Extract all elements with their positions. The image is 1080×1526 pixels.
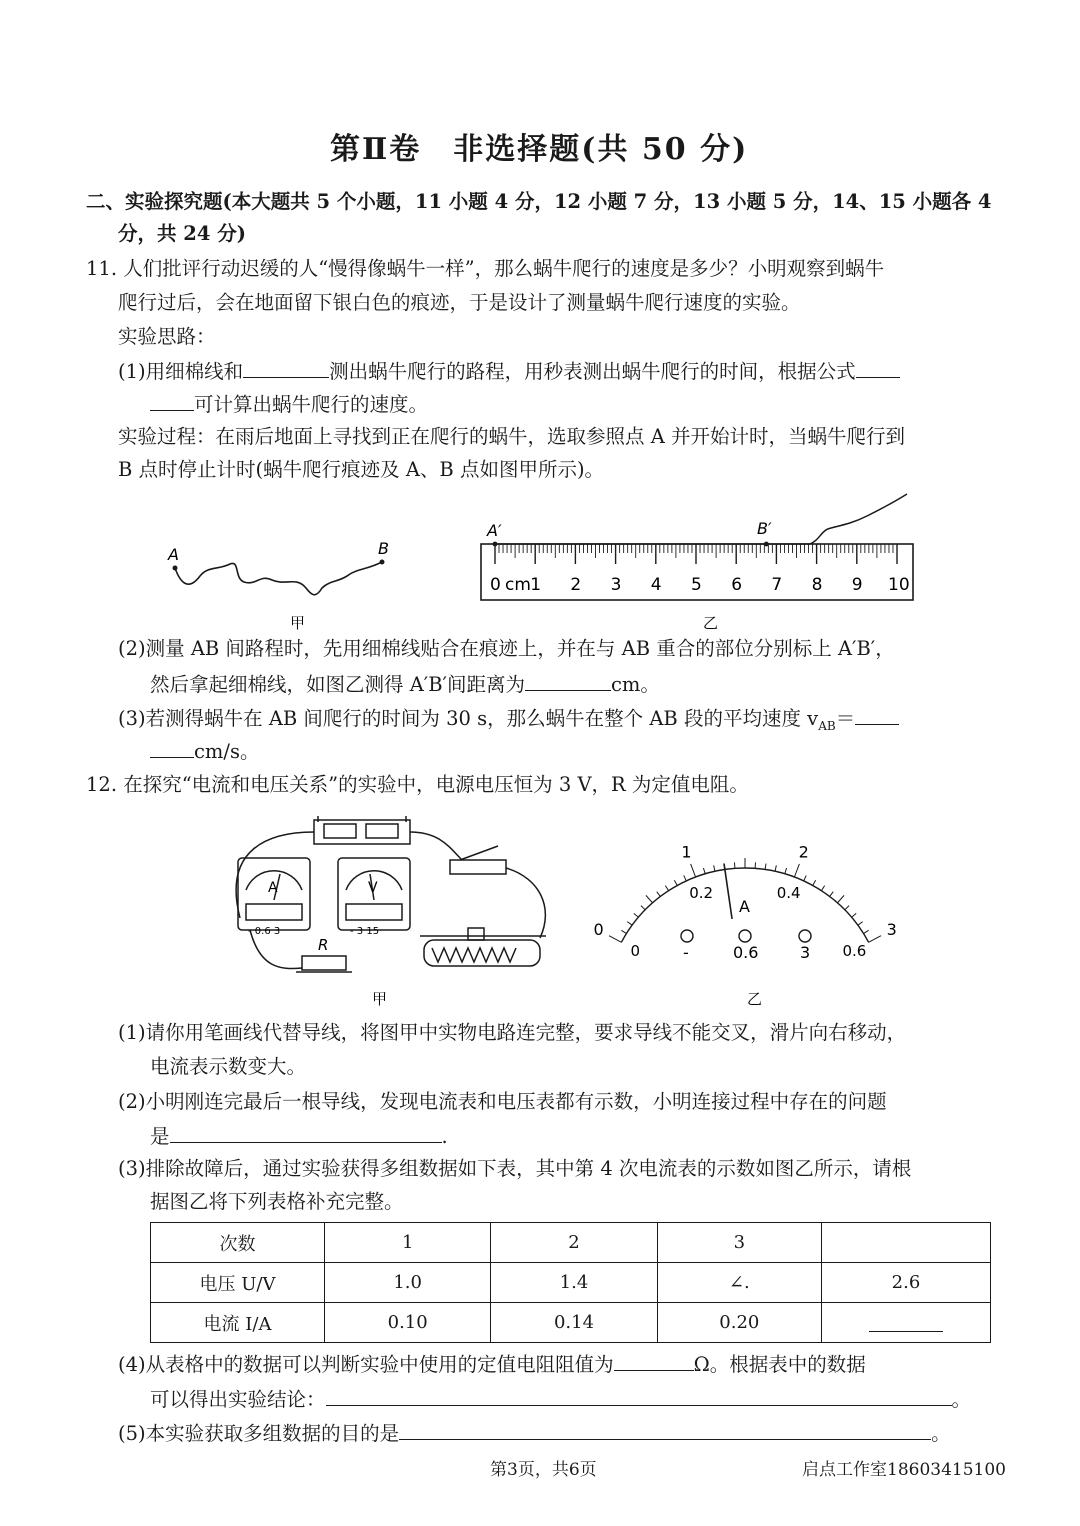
footer-page-number: 第3页，共6页 xyxy=(490,1460,597,1480)
resistor-r xyxy=(302,956,346,970)
q11-part2-line1: (2)测量 AB 间路程时，先用细棉线贴合在痕迹上，并在与 AB 重合的部位分别标上 A′B′， xyxy=(118,637,895,660)
ammeter-terminals: - 0.6 3 xyxy=(248,926,281,937)
dial-tick xyxy=(794,864,799,877)
table-row-label: 电流 I/A xyxy=(151,1303,325,1343)
table-row xyxy=(151,1303,991,1343)
q12-part2-text-a: 是 xyxy=(150,1125,170,1148)
q11-part2-text-b: cm。 xyxy=(610,673,660,696)
dial-tick xyxy=(775,865,776,871)
fig-jia-caption: 甲 xyxy=(372,990,388,1008)
q12-part5 xyxy=(118,1417,951,1449)
q12-stem: 12. 在探究“电流和电压关系”的实验中，电源电压恒为 3 V，R 为定值电阻。 xyxy=(86,773,749,796)
q12-figure-jia xyxy=(210,808,570,1008)
point-b-label: B xyxy=(378,539,389,558)
q12-current-blank[interactable] xyxy=(869,1309,943,1332)
q11-figure-jia xyxy=(160,540,410,635)
dial-inner-label: 0.4 xyxy=(776,883,801,902)
table-header-cell: 次数 xyxy=(151,1223,325,1263)
dial-tick xyxy=(830,892,834,897)
table-row xyxy=(151,1263,991,1303)
q12-data-table xyxy=(150,1222,991,1343)
section-heading-line1: 二、实验探究题(本大题共 5 个小题，11 小题 4 分，12 小题 7 分，13 小题 5 分，14、15 小题各 4 xyxy=(86,190,992,213)
q11-part3-unit: cm/s。 xyxy=(194,740,260,763)
dial-tick xyxy=(674,880,677,885)
ruler-number: 7 xyxy=(771,575,783,595)
q11-stem-line2: 爬行过后，会在地面留下银白色的痕迹，于是设计了测量蜗牛爬行速度的实验。 xyxy=(118,291,801,314)
table-cell: 0.20 xyxy=(657,1303,821,1343)
dial-tick xyxy=(785,868,787,874)
q11-idea-label: 实验思路： xyxy=(118,325,216,348)
table-cell: 0.14 xyxy=(491,1303,657,1343)
q11-part1-line2 xyxy=(150,388,428,420)
dial-tick xyxy=(858,922,863,926)
dial-tick xyxy=(864,930,869,933)
dial-tick xyxy=(837,895,844,903)
dial-tick xyxy=(813,880,816,885)
q11-part3-subscript: AB xyxy=(818,718,836,733)
ruler-number: 8 xyxy=(811,575,823,595)
point-a-dot xyxy=(173,566,178,571)
dial-tick xyxy=(646,895,653,903)
dial-tick xyxy=(627,922,632,926)
dial-outer-label: 0 xyxy=(593,920,604,940)
section-heading-line2: 分，共 24 分) xyxy=(118,222,246,245)
ruler-unit: cm xyxy=(505,575,531,595)
dial-inner-label: 0.2 xyxy=(689,883,714,902)
q11-stem-line1: 11. 人们批评行动迟缓的人“慢得像蜗牛一样”，那么蜗牛爬行的速度是多少？小明观察到蜗牛 xyxy=(86,257,885,280)
dial-tick xyxy=(684,875,687,880)
dial-tick xyxy=(665,886,668,891)
ruler-number: 2 xyxy=(570,575,582,595)
q11-part1-line1 xyxy=(118,355,900,387)
ruler-number: 0 xyxy=(490,575,501,595)
dial-tick xyxy=(765,864,766,870)
thread-line xyxy=(497,494,907,544)
switch xyxy=(450,860,506,874)
terminal-0-6: 0.6 xyxy=(733,943,759,962)
point-b-dot xyxy=(380,560,385,565)
table-cell: 0.10 xyxy=(325,1303,491,1343)
q11-process-line2: B 点时停止计时(蜗牛爬行痕迹及 A、B 点如图甲所示)。 xyxy=(118,458,605,481)
ruler-number: 9 xyxy=(851,575,863,595)
thread-mark-a-label: A′ xyxy=(487,521,502,540)
q12-purpose-blank[interactable] xyxy=(399,1417,931,1440)
q11-part1-text-b: 测出蜗牛爬行的路程，用秒表测出蜗牛爬行的时间，根据公式 xyxy=(329,360,856,383)
q11-part1-text-a: (1)用细棉线和 xyxy=(118,360,244,383)
q11-speed-blank-b[interactable] xyxy=(150,735,194,758)
resistor-label: R xyxy=(318,936,329,954)
terminal-3: 3 xyxy=(800,943,811,962)
dial-terminals xyxy=(681,930,811,942)
dial-tick xyxy=(634,913,639,917)
q12-part5-text-b: 。 xyxy=(931,1422,951,1445)
fig-yi-caption: 乙 xyxy=(747,990,763,1008)
q11-formula-blank-a[interactable] xyxy=(856,355,900,378)
dial-inner-label: 0.6 xyxy=(842,941,867,960)
q11-part3-text: (3)若测得蜗牛在 AB 间爬行的时间为 30 s，那么蜗牛在整个 AB 段的平均速度 v xyxy=(118,707,819,730)
thread-mark-b-dot xyxy=(764,542,769,547)
thread-mark-a-dot xyxy=(493,542,498,547)
q12-part2-line1: (2)小明刚连完最后一根导线，发现电流表和电压表都有示数，小明连接过程中存在的问题 xyxy=(118,1090,887,1113)
dial-tick xyxy=(804,875,807,880)
dial-unit: A xyxy=(739,897,750,916)
dial-needle xyxy=(724,864,732,919)
dial-inner-label: 0 xyxy=(630,941,641,960)
table-header-cell: 3 xyxy=(657,1223,821,1263)
ammeter-symbol: A xyxy=(268,880,278,896)
table-header-cell: 2 xyxy=(491,1223,657,1263)
q12-part2-text-b: . xyxy=(441,1125,448,1148)
q12-resistance-blank[interactable] xyxy=(614,1348,694,1371)
q11-part1-text-c: 可计算出蜗牛爬行的速度。 xyxy=(194,393,429,416)
ruler-number: 6 xyxy=(731,575,743,595)
q12-part1-line2: 电流表示数变大。 xyxy=(150,1055,307,1078)
point-a-label: A xyxy=(168,545,179,564)
dial-tick xyxy=(691,864,696,877)
q12-part2-line2 xyxy=(150,1120,448,1152)
q11-part2-text-a: 然后拿起细棉线，如图乙测得 A′B′间距离为 xyxy=(150,673,525,696)
dial-tick xyxy=(869,936,881,943)
q12-part1-line1: (1)请你用笔画线代替导线，将图甲中实物电路连完整，要求导线不能交叉，滑片向右移动， xyxy=(118,1021,907,1044)
q12-problem-blank[interactable] xyxy=(170,1120,442,1143)
voltmeter-terminals: - 3 15 xyxy=(350,926,380,937)
q11-part3-line2 xyxy=(150,735,260,767)
wire-switch-rheostat xyxy=(506,868,545,938)
q12-part3-line1: (3)排除故障后，通过实验获得多组数据如下表，其中第 4 次电流表的示数如图乙所示，请根 xyxy=(118,1157,912,1180)
ruler-number: 10 xyxy=(888,575,910,595)
dial-tick xyxy=(703,868,705,874)
q12-part3-line2: 据图乙将下列表格补充完整。 xyxy=(150,1190,404,1213)
dial-tick xyxy=(714,865,715,871)
q12-part4-text-a: (4)从表格中的数据可以判断实验中使用的定值电阻阻值为 xyxy=(118,1353,614,1376)
dial-outer-label: 2 xyxy=(798,842,809,862)
q12-part5-text-a: (5)本实验获取多组数据的目的是 xyxy=(118,1422,400,1445)
voltmeter-symbol: V xyxy=(368,880,378,896)
dial-tick xyxy=(845,906,849,910)
page-title: 第Ⅱ卷 非选择题(共 50 分) xyxy=(330,132,749,167)
dial-outer-label: 1 xyxy=(681,842,692,862)
ruler-ticks xyxy=(490,542,910,595)
table-cell: 2.6 xyxy=(821,1263,990,1303)
q12-part4-text-c: 可以得出实验结论： xyxy=(150,1388,326,1411)
dial-outer-label: 3 xyxy=(886,920,897,940)
q12-part4-text-b: Ω。根据表中的数据 xyxy=(693,1353,866,1376)
dial-tick xyxy=(657,892,661,897)
ruler-number: 1 xyxy=(530,575,542,595)
q12-part4-line1 xyxy=(118,1348,866,1380)
table-row-label: 电压 U/V xyxy=(151,1263,325,1303)
q12-figure-yi xyxy=(593,808,897,1008)
dial-tick xyxy=(821,886,824,891)
q11-part3-equals: ＝ xyxy=(835,707,856,730)
q11-figure-yi xyxy=(475,488,930,636)
q11-tool-blank[interactable] xyxy=(243,355,329,378)
fig-yi-caption: 乙 xyxy=(703,614,719,632)
q11-part2-line2 xyxy=(150,668,660,700)
table-cell: 1.4 xyxy=(491,1263,657,1303)
dial-tick xyxy=(852,913,857,917)
terminal-negative: - xyxy=(683,943,689,962)
fig-jia-caption: 甲 xyxy=(290,614,306,632)
q11-formula-blank-b[interactable] xyxy=(150,388,194,411)
q12-part4-line2 xyxy=(150,1383,971,1415)
table-cell xyxy=(821,1303,990,1343)
dial-tick xyxy=(621,930,626,933)
table-header-cell: 1 xyxy=(325,1223,491,1263)
dial-tick xyxy=(609,936,621,943)
dial-tick xyxy=(641,906,645,910)
table-header-cell xyxy=(821,1223,990,1263)
table-row xyxy=(151,1223,991,1263)
wire-battery-switch xyxy=(410,832,462,860)
ruler-number: 4 xyxy=(650,575,662,595)
q11-speed-blank-a[interactable] xyxy=(855,702,899,725)
q12-conclusion-blank[interactable] xyxy=(326,1383,952,1406)
thread-mark-b-label: B′ xyxy=(757,519,772,538)
q11-process-line1: 实验过程：在雨后地面上寻找到正在爬行的蜗牛，选取参照点 A 并开始计时，当蜗牛爬行到 xyxy=(118,425,905,448)
q12-part4-text-d: 。 xyxy=(951,1388,972,1411)
ruler-number: 5 xyxy=(691,575,702,595)
snail-track xyxy=(175,562,382,595)
footer-studio: 启点工作室18603415100 xyxy=(802,1460,1006,1480)
table-cell: 1.0 xyxy=(325,1263,491,1303)
table-cell: ∠. xyxy=(657,1263,821,1303)
ruler-number: 3 xyxy=(610,575,622,595)
q11-distance-blank[interactable] xyxy=(525,668,611,691)
